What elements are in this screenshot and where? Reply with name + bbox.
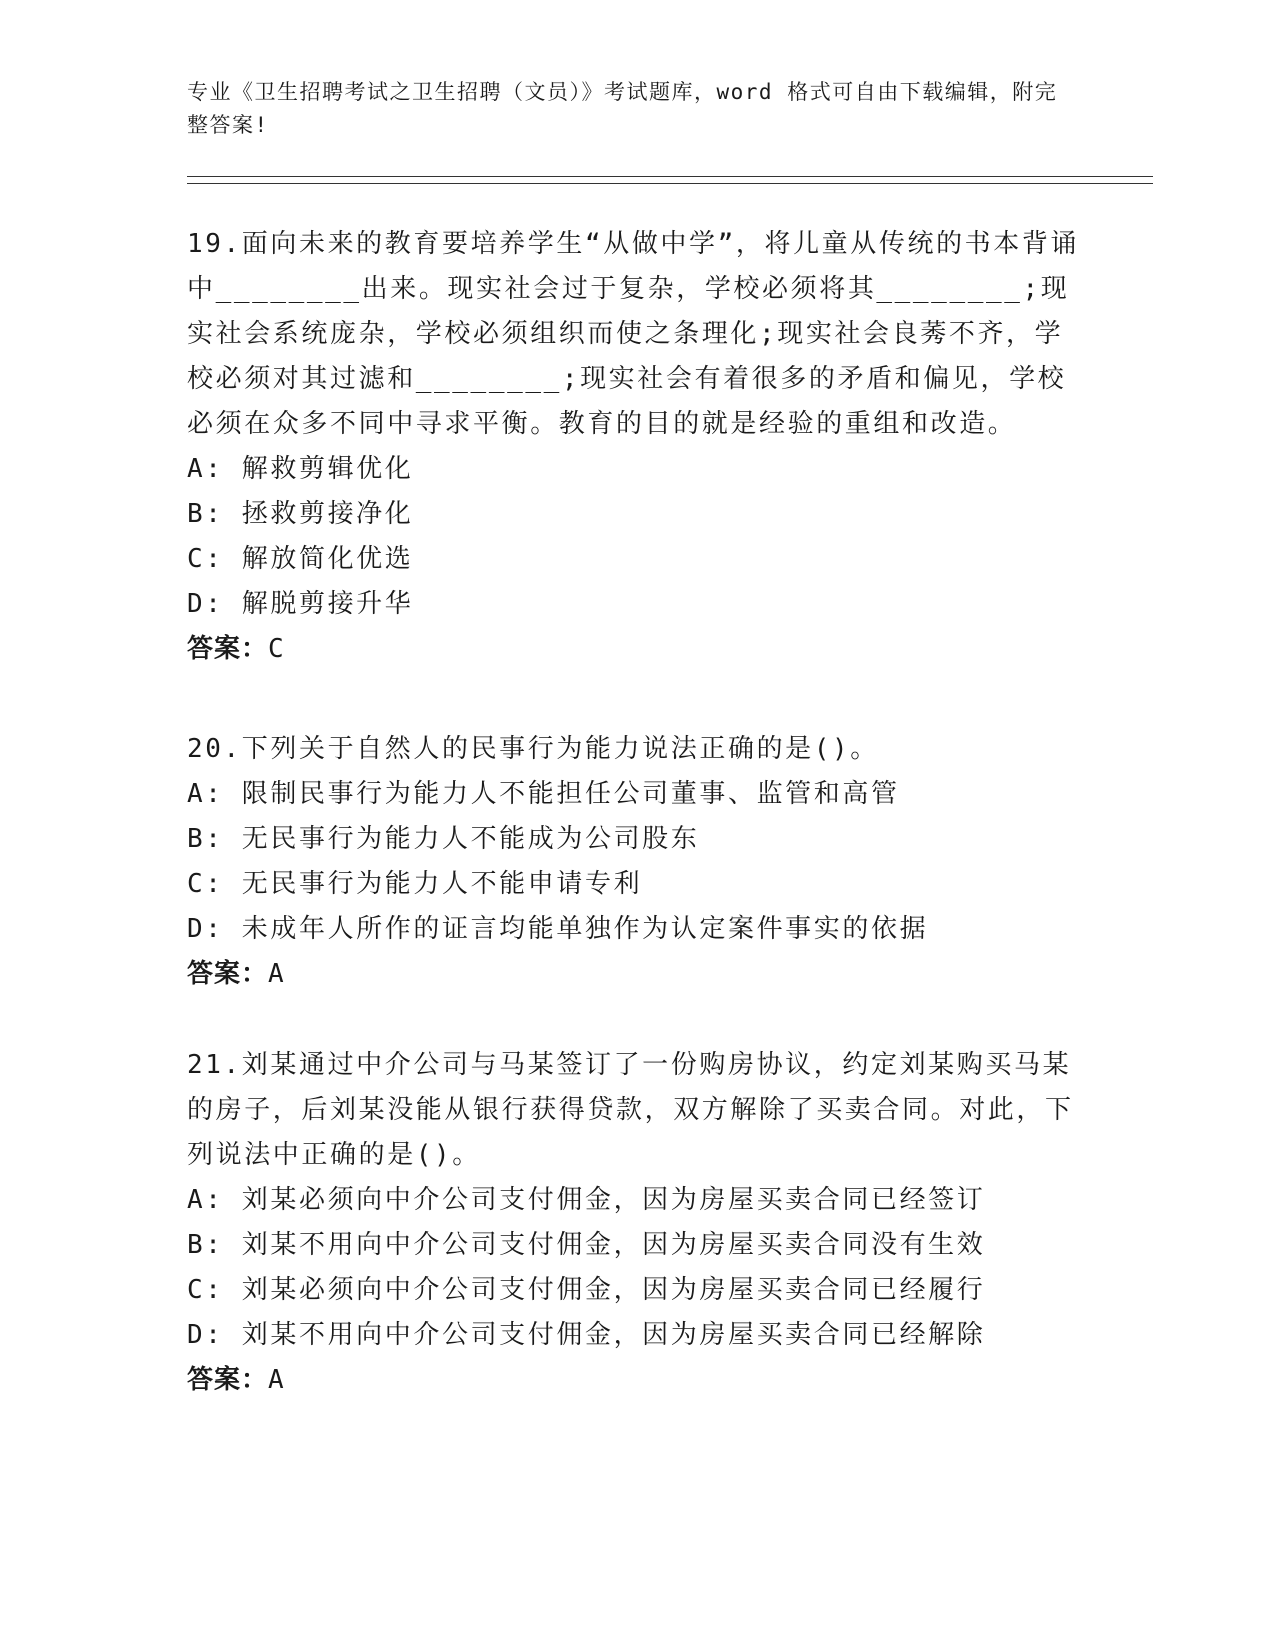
header-double-rule <box>187 176 1153 184</box>
answer-label: 答案： <box>187 634 269 664</box>
answer-line <box>187 952 1087 997</box>
option-key: C: <box>187 1275 224 1305</box>
option-text: 拯救剪接净化 <box>241 499 414 529</box>
option-c <box>187 1268 1087 1313</box>
question-text: 下列关于自然人的民事行为能力说法正确的是()。 <box>241 734 879 764</box>
option-a <box>187 447 1087 492</box>
answer-label: 答案： <box>187 1365 269 1395</box>
option-text: 未成年人所作的证言均能单独作为认定案件事实的依据 <box>241 914 929 944</box>
question-number: 20. <box>187 734 242 764</box>
question-text: 面向未来的教育要培养学生“从做中学”，将儿童从传统的书本背诵中________出来。现实社会过于复杂，学校必须将其________;现实社会系统庞杂，学校必须组织而使之条理化;现实社会良莠不齐，学校必须对其过滤和________;现实社会有着很多的矛盾和偏见，学校必须在众多不同中寻求平衡。教育的目的就是经验的重组和改造。 <box>187 229 1080 439</box>
option-key: C: <box>187 869 224 899</box>
option-key: A: <box>187 1185 224 1215</box>
question-stem <box>187 1043 1087 1178</box>
document-header: 专业《卫生招聘考试之卫生招聘（文员）》考试题库，word 格式可自由下载编辑，附完整答案! <box>187 80 1058 137</box>
question-21 <box>187 1043 1087 1403</box>
answer-line <box>187 627 1087 672</box>
option-b <box>187 1223 1087 1268</box>
option-text: 无民事行为能力人不能申请专利 <box>241 869 643 899</box>
option-key: D: <box>187 589 224 619</box>
option-text: 无民事行为能力人不能成为公司股东 <box>241 824 700 854</box>
answer-line <box>187 1358 1087 1403</box>
option-text: 解脱剪接升华 <box>241 589 414 619</box>
answer-value: A <box>268 959 285 989</box>
question-stem <box>187 222 1087 447</box>
option-key: C: <box>187 544 224 574</box>
option-key: B: <box>187 824 224 854</box>
option-text: 限制民事行为能力人不能担任公司董事、监管和高管 <box>241 779 900 809</box>
question-number: 19. <box>187 229 242 259</box>
option-b <box>187 817 1087 862</box>
option-key: B: <box>187 1230 224 1260</box>
option-c <box>187 537 1087 582</box>
option-d <box>187 582 1087 627</box>
question-20 <box>187 727 1087 997</box>
option-text: 刘某不用向中介公司支付佣金，因为房屋买卖合同没有生效 <box>241 1230 986 1260</box>
option-text: 解放简化优选 <box>241 544 414 574</box>
answer-value: A <box>268 1365 285 1395</box>
option-key: D: <box>187 914 224 944</box>
option-key: A: <box>187 454 224 484</box>
question-19 <box>187 222 1087 672</box>
option-a <box>187 1178 1087 1223</box>
option-d <box>187 1313 1087 1358</box>
option-b <box>187 492 1087 537</box>
option-a <box>187 772 1087 817</box>
option-key: B: <box>187 499 224 529</box>
answer-label: 答案： <box>187 959 269 989</box>
question-text: 刘某通过中介公司与马某签订了一份购房协议，约定刘某购买马某的房子，后刘某没能从银行获得贷款，双方解除了买卖合同。对此，下列说法中正确的是()。 <box>187 1050 1074 1170</box>
option-key: D: <box>187 1320 224 1350</box>
option-text: 刘某必须向中介公司支付佣金，因为房屋买卖合同已经签订 <box>241 1185 986 1215</box>
option-text: 解救剪辑优化 <box>241 454 414 484</box>
option-key: A: <box>187 779 224 809</box>
answer-value: C <box>268 634 285 664</box>
option-d <box>187 907 1087 952</box>
option-text: 刘某必须向中介公司支付佣金，因为房屋买卖合同已经履行 <box>241 1275 986 1305</box>
question-stem <box>187 727 1087 772</box>
option-text: 刘某不用向中介公司支付佣金，因为房屋买卖合同已经解除 <box>241 1320 986 1350</box>
option-c <box>187 862 1087 907</box>
question-number: 21. <box>187 1050 242 1080</box>
